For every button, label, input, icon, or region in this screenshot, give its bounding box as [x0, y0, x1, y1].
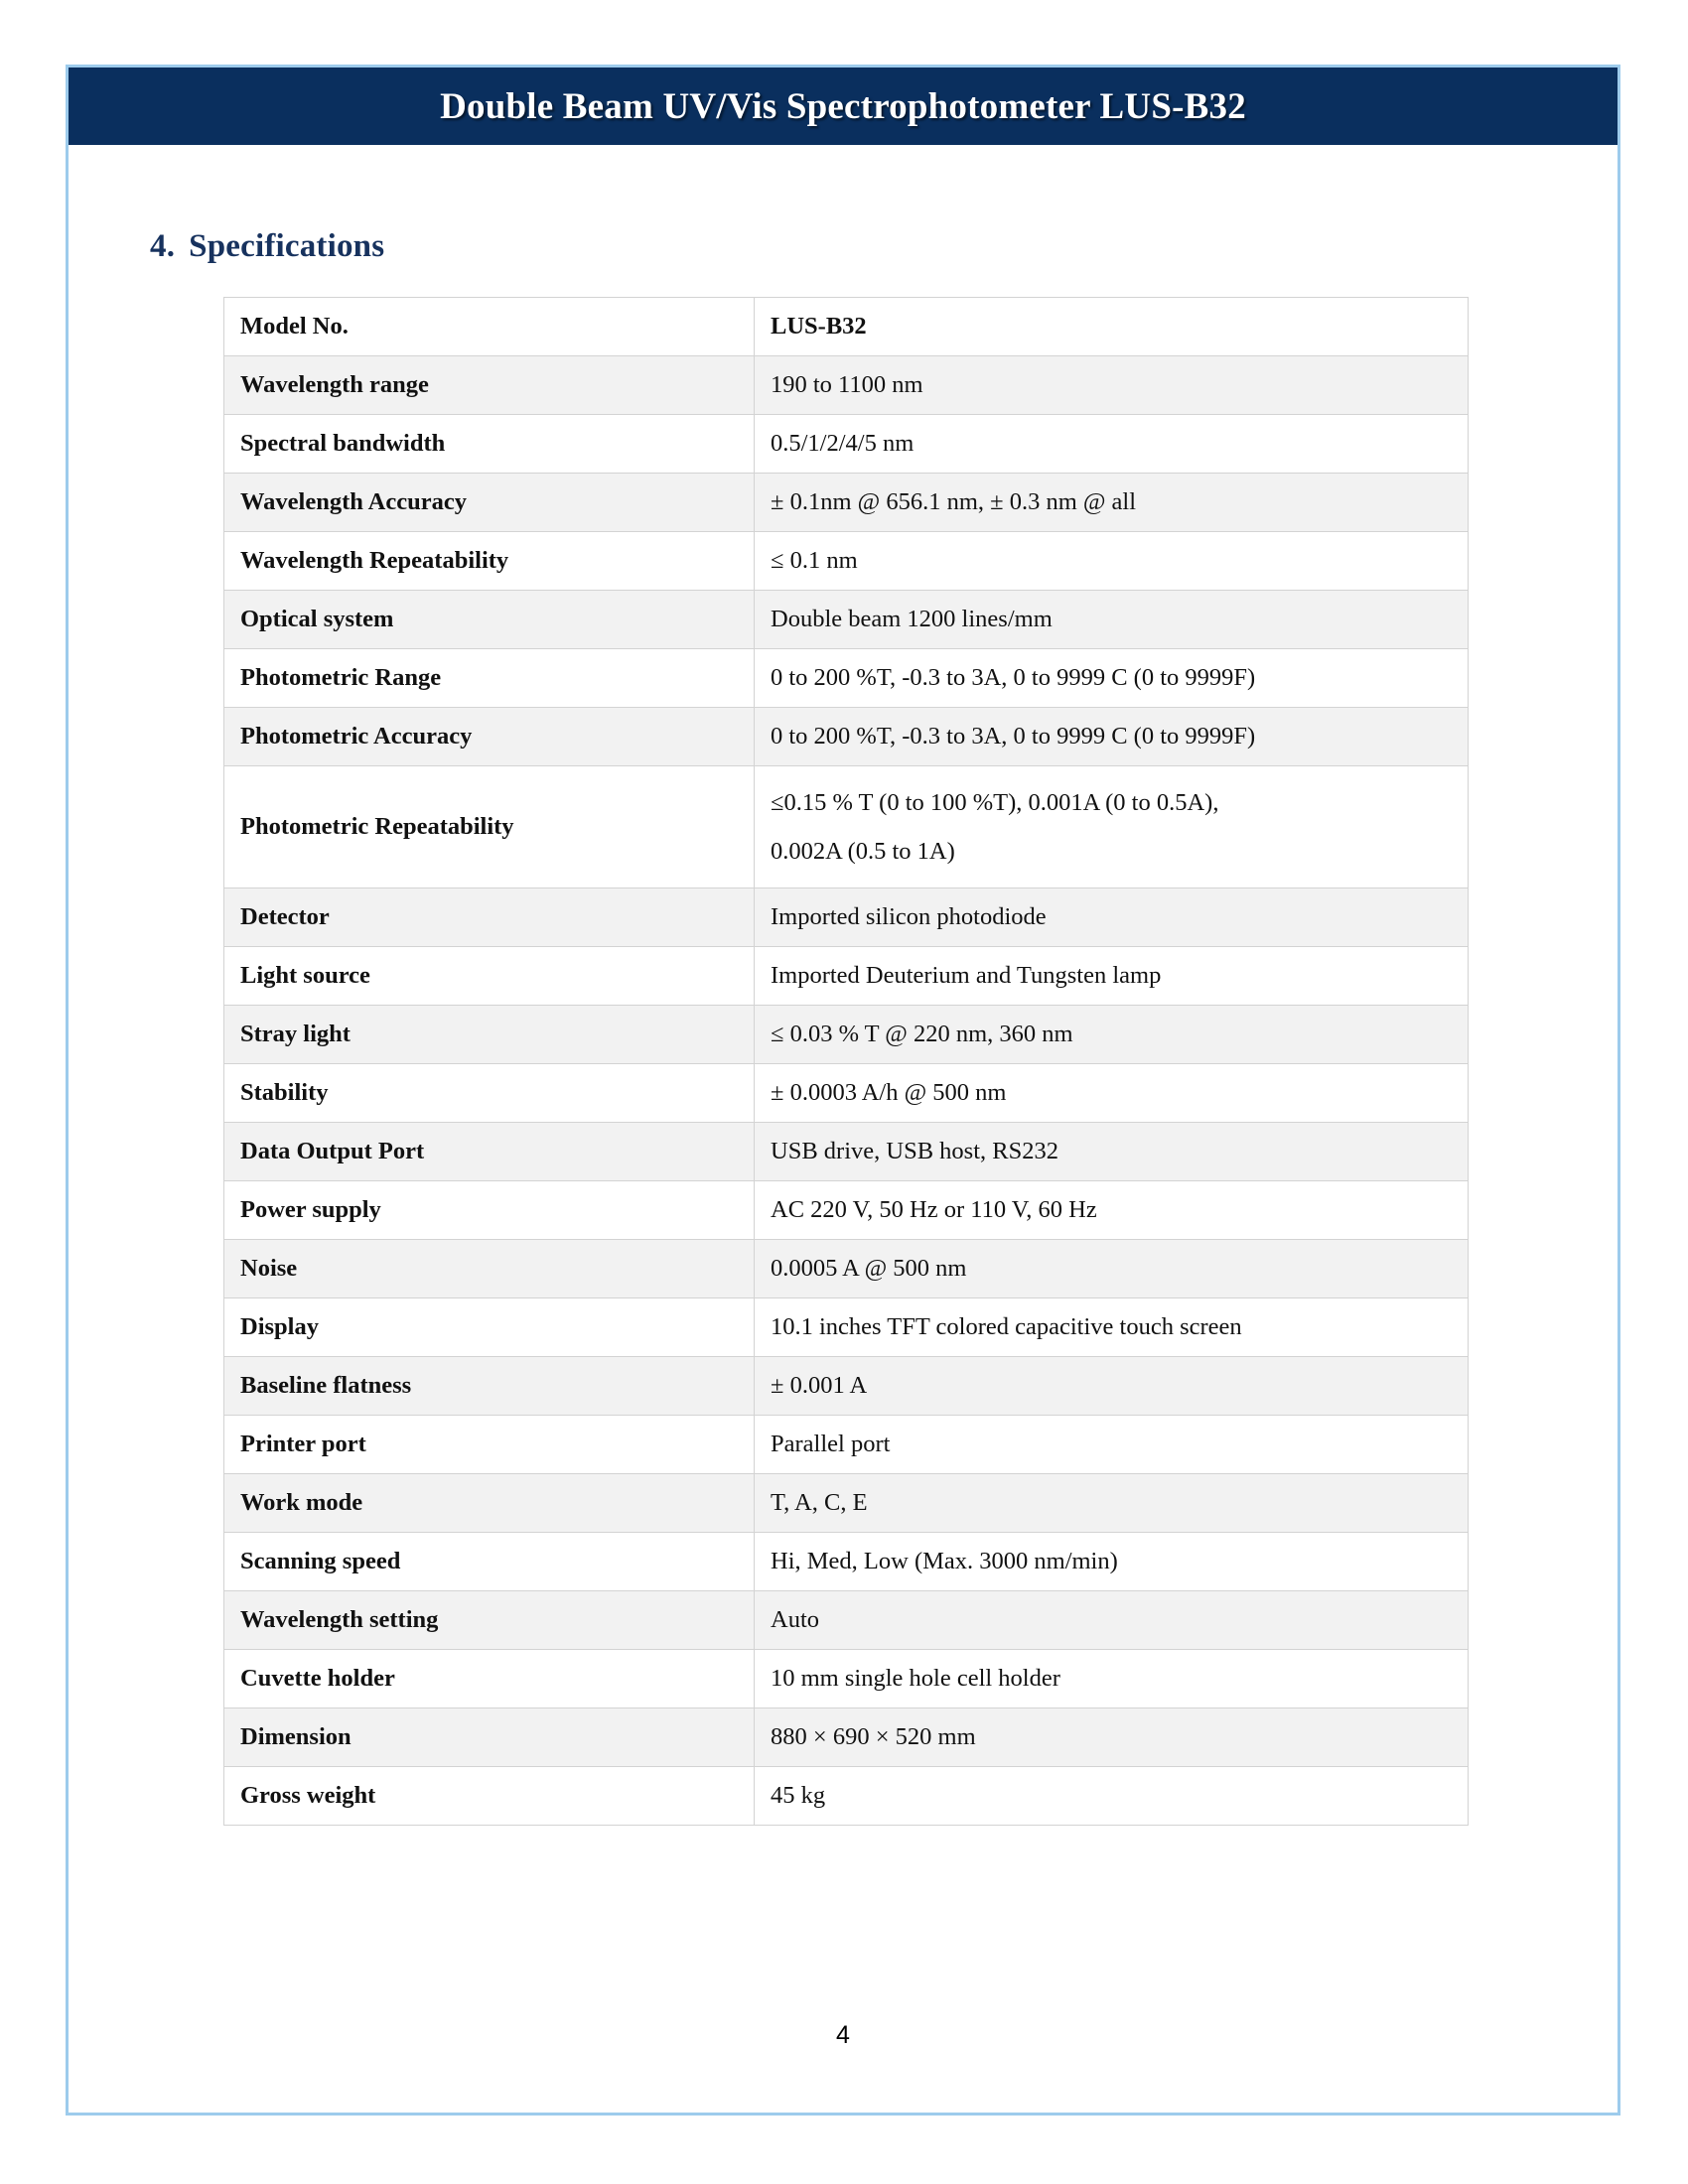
table-row [224, 766, 1469, 888]
page-header-banner [69, 68, 1618, 145]
spec-value-line: ≤0.15 % T (0 to 100 %T), 0.001A (0 to 0.5A), [771, 789, 1219, 816]
spec-value-cell: 880 × 690 × 520 mm [755, 1708, 1469, 1767]
spec-label-cell: Noise [224, 1240, 755, 1298]
footer-page-number: 4 [836, 2021, 850, 2049]
table-row [224, 708, 1469, 766]
specifications-table-container [223, 297, 1618, 1826]
table-row [224, 1240, 1469, 1298]
spec-label-cell: Wavelength Accuracy [224, 474, 755, 532]
spec-value-cell: 0.0005 A @ 500 nm [755, 1240, 1469, 1298]
spec-label-cell: Spectral bandwidth [224, 415, 755, 474]
section-title: Specifications [189, 228, 385, 264]
spec-label-cell: Data Output Port [224, 1123, 755, 1181]
page-content [69, 145, 1618, 1826]
page-title [150, 228, 1618, 265]
table-row [224, 532, 1469, 591]
table-row [224, 1181, 1469, 1240]
spec-value-cell: 0.5/1/2/4/5 nm [755, 415, 1469, 474]
spec-value-cell: Double beam 1200 lines/mm [755, 591, 1469, 649]
spec-label-cell: Optical system [224, 591, 755, 649]
document-title: Double Beam UV/Vis Spectrophotometer LUS-B32 [440, 85, 1246, 127]
table-row [224, 1708, 1469, 1767]
table-row [224, 356, 1469, 415]
spec-label-cell: Gross weight [224, 1767, 755, 1826]
spec-value-cell: ± 0.001 A [755, 1357, 1469, 1416]
spec-value-cell: 45 kg [755, 1767, 1469, 1826]
spec-value-cell [755, 766, 1469, 888]
spec-label-cell: Stray light [224, 1006, 755, 1064]
spec-value-line: 0.002A (0.5 to 1A) [771, 838, 955, 865]
table-row [224, 1650, 1469, 1708]
spec-value-cell: AC 220 V, 50 Hz or 110 V, 60 Hz [755, 1181, 1469, 1240]
spec-value-cell: 10.1 inches TFT colored capacitive touch screen [755, 1298, 1469, 1357]
table-row [224, 1123, 1469, 1181]
spec-label-cell: Photometric Accuracy [224, 708, 755, 766]
spec-label-cell: Cuvette holder [224, 1650, 755, 1708]
table-row [224, 1474, 1469, 1533]
spec-label-cell: Wavelength Repeatability [224, 532, 755, 591]
spec-value-cell: 190 to 1100 nm [755, 356, 1469, 415]
table-row [224, 591, 1469, 649]
spec-label-cell: Wavelength range [224, 356, 755, 415]
spec-label-cell: Detector [224, 888, 755, 947]
table-row [224, 649, 1469, 708]
table-row [224, 1357, 1469, 1416]
table-row [224, 1591, 1469, 1650]
spec-label-cell: Stability [224, 1064, 755, 1123]
spec-label-cell: Photometric Range [224, 649, 755, 708]
spec-value-cell: ± 0.1nm @ 656.1 nm, ± 0.3 nm @ all [755, 474, 1469, 532]
spec-label-cell: Power supply [224, 1181, 755, 1240]
spec-label-cell: Scanning speed [224, 1533, 755, 1591]
spec-value-cell: Hi, Med, Low (Max. 3000 nm/min) [755, 1533, 1469, 1591]
spec-label-cell: Printer port [224, 1416, 755, 1474]
table-row [224, 415, 1469, 474]
spec-value-cell: Imported Deuterium and Tungsten lamp [755, 947, 1469, 1006]
spec-label-cell: Work mode [224, 1474, 755, 1533]
spec-label-cell: Model No. [224, 298, 755, 356]
spec-value-cell: ≤ 0.1 nm [755, 532, 1469, 591]
spec-value-cell: 0 to 200 %T, -0.3 to 3A, 0 to 9999 C (0 to 9999F) [755, 708, 1469, 766]
spec-value-cell: T, A, C, E [755, 1474, 1469, 1533]
table-row [224, 1006, 1469, 1064]
table-row [224, 1064, 1469, 1123]
spec-value-cell: 10 mm single hole cell holder [755, 1650, 1469, 1708]
spec-label-cell: Baseline flatness [224, 1357, 755, 1416]
section-number: 4. [150, 228, 176, 264]
table-row [224, 298, 1469, 356]
spec-label-cell: Display [224, 1298, 755, 1357]
spec-value-cell: USB drive, USB host, RS232 [755, 1123, 1469, 1181]
spec-value-cell: 0 to 200 %T, -0.3 to 3A, 0 to 9999 C (0 to 9999F) [755, 649, 1469, 708]
table-row [224, 1767, 1469, 1826]
table-row [224, 1298, 1469, 1357]
spec-label-cell: Wavelength setting [224, 1591, 755, 1650]
spec-label-cell: Dimension [224, 1708, 755, 1767]
spec-value-cell: ≤ 0.03 % T @ 220 nm, 360 nm [755, 1006, 1469, 1064]
table-row [224, 888, 1469, 947]
document-page [66, 65, 1620, 2116]
spec-value-cell: Parallel port [755, 1416, 1469, 1474]
spec-value-cell: ± 0.0003 A/h @ 500 nm [755, 1064, 1469, 1123]
spec-value-cell: Auto [755, 1591, 1469, 1650]
table-row [224, 474, 1469, 532]
spec-label-cell: Photometric Repeatability [224, 766, 755, 888]
spec-label-cell: Light source [224, 947, 755, 1006]
table-row [224, 1416, 1469, 1474]
spec-value-cell: Imported silicon photodiode [755, 888, 1469, 947]
table-row [224, 947, 1469, 1006]
spec-value-cell: LUS-B32 [755, 298, 1469, 356]
specifications-table [223, 297, 1469, 1826]
specifications-table-body [224, 298, 1469, 1826]
table-row [224, 1533, 1469, 1591]
